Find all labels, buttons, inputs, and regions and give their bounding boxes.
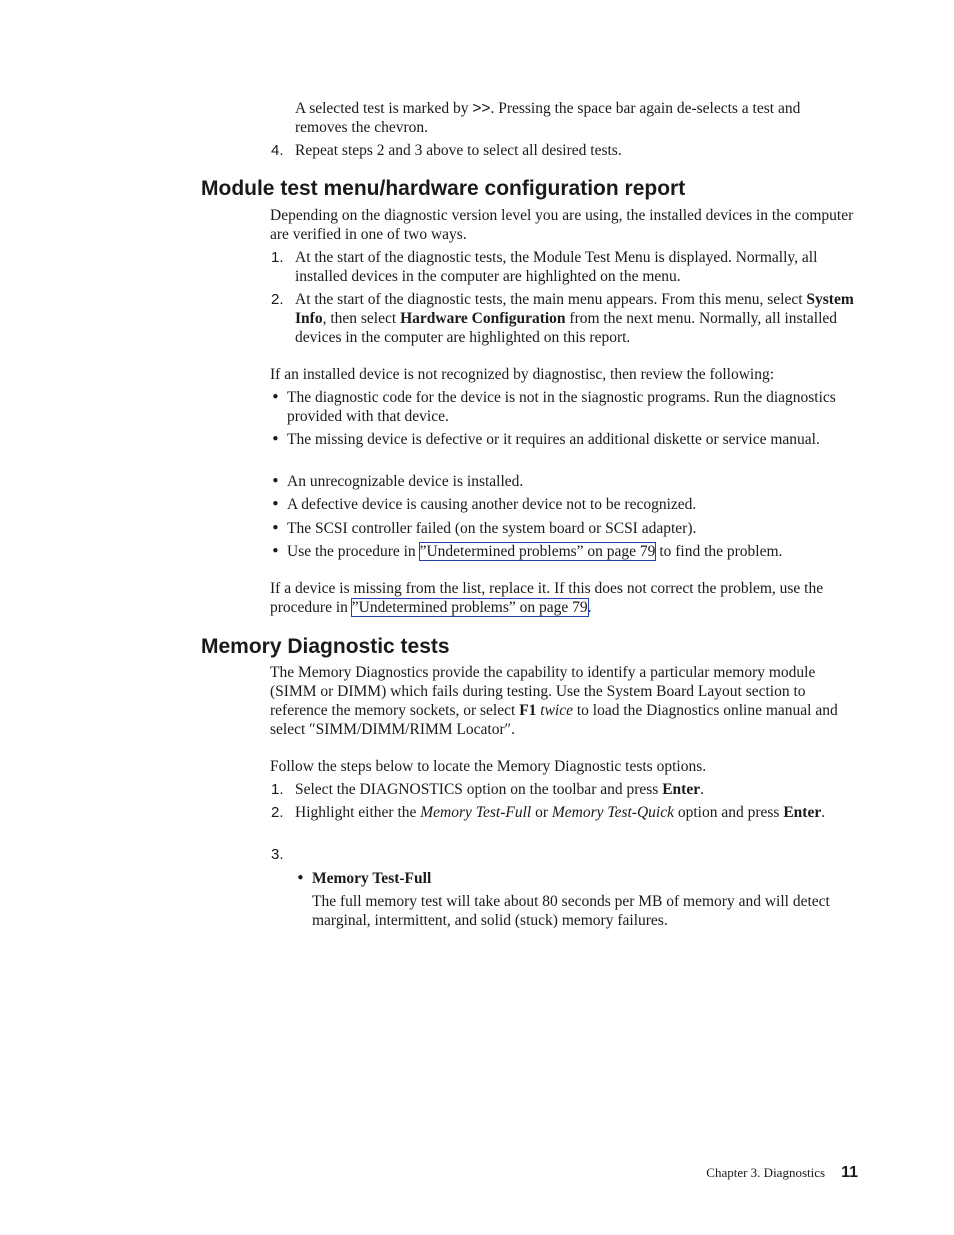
undetermined-problems-link[interactable]: ”Undetermined problems” on page 79: [351, 599, 588, 616]
step-4-text: Repeat steps 2 and 3 above to select all desired tests.: [295, 142, 622, 159]
review-bullet: The SCSI controller failed (on the system board or SCSI adapter).: [287, 520, 697, 537]
bullet-dot: •: [271, 495, 280, 513]
undetermined-problems-link[interactable]: ”Undetermined problems” on page 79: [419, 543, 656, 560]
enter-key: Enter: [783, 804, 822, 821]
memory-step-1: Select the DIAGNOSTICS option on the toolbar and press Enter.: [295, 781, 704, 798]
module-step-2: At the start of the diagnostic tests, the main menu appears. From this menu, select System Info, then select Hardware Configuration from the next menu. Normally, all installed devices in the computer are highlighted on this report.: [295, 291, 854, 346]
review-bullet: The missing device is defective or it requires an additional diskette or service manual.: [287, 431, 820, 448]
page-number: 11: [841, 1164, 858, 1181]
review-bullet: An unrecognizable device is installed.: [287, 473, 524, 490]
bullet-dot: •: [271, 430, 280, 448]
memory-test-full-option: Memory Test-Full: [420, 804, 532, 821]
module-step-1: At the start of the diagnostic tests, the Module Test Menu is displayed. Normally, all installed devices in the computer are highlighted on the menu.: [295, 249, 818, 285]
bullet-dot: •: [271, 472, 280, 490]
step-number: 1.: [271, 249, 284, 266]
review-bullet: The diagnostic code for the device is not in the siagnostic programs. Run the diagnostics provided with that device.: [287, 389, 836, 425]
step-number: 3.: [271, 846, 284, 863]
memory-test-full-description: The full memory test will take about 80 seconds per MB of memory and will detect marginal, intermittent, and solid (stuck) memory failures.: [312, 893, 830, 929]
page-footer: [706, 1164, 858, 1182]
review-bullet: A defective device is causing another device not to be recognized.: [287, 496, 697, 513]
module-intro: Depending on the diagnostic version level you are using, the installed devices in the computer are verified in one of two ways.: [270, 207, 854, 243]
twice-emphasis: twice: [540, 702, 573, 719]
review-intro: If an installed device is not recognized by diagnostisc, then review the following:: [270, 366, 775, 383]
step-number: 4.: [271, 142, 284, 159]
chapter-title: Chapter 3. Diagnostics: [706, 1165, 826, 1180]
f1-key: F1: [519, 702, 537, 719]
chevron-note: A selected test is marked by >>. Pressing the space bar again de-selects a test and removes the chevron.: [295, 100, 801, 136]
memory-steps-intro: Follow the steps below to locate the Memory Diagnostic tests options.: [270, 758, 707, 775]
memory-test-full-title: Memory Test-Full: [312, 870, 432, 887]
missing-device-note: If a device is missing from the list, replace it. If this does not correct the problem, use the procedure in ”Undetermined problems” on page 79.: [270, 580, 824, 616]
bullet-dot: •: [296, 869, 305, 887]
system-info-label: System Info: [295, 291, 854, 327]
memory-step-2: Highlight either the Memory Test-Full or Memory Test-Quick option and press Enter.: [295, 804, 826, 821]
bullet-dot: •: [271, 519, 280, 537]
bullet-dot: •: [271, 388, 280, 406]
step-number: 2.: [271, 291, 284, 308]
review-bullet: Use the procedure in ”Undetermined problems” on page 79 to find the problem.: [287, 543, 783, 560]
section-heading-memory-diagnostic: Memory Diagnostic tests: [201, 635, 450, 658]
section-heading-module-test: Module test menu/hardware configuration report: [201, 177, 686, 200]
chevron-marker: >>: [472, 100, 491, 117]
step-number: 2.: [271, 804, 284, 821]
memory-test-quick-option: Memory Test-Quick: [551, 804, 674, 821]
hardware-configuration-label: Hardware Configuration: [400, 310, 566, 327]
step-number: 1.: [271, 781, 284, 798]
bullet-dot: •: [271, 542, 280, 560]
enter-key: Enter: [662, 781, 701, 798]
memory-intro: The Memory Diagnostics provide the capability to identify a particular memory module (SIMM or DIMM) which fails during testing. Use the System Board Layout section to reference the memory sockets, or select F1 twice to load the Diagnostics online manual and select ″SIMM/DIMM/RIMM Locator″.: [270, 664, 838, 738]
